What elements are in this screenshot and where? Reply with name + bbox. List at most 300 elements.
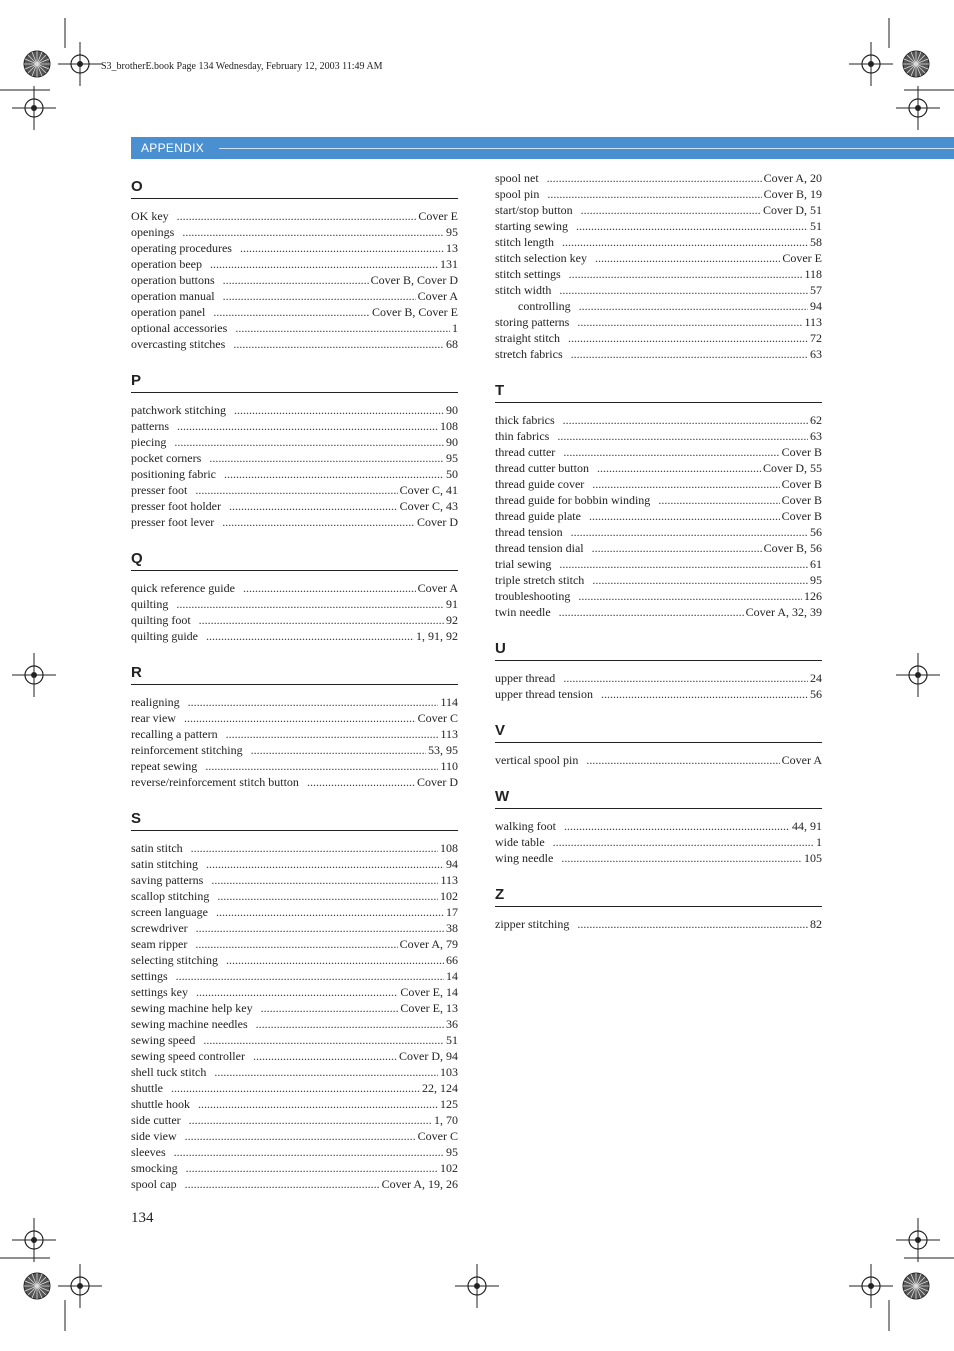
index-entry (131, 872, 458, 888)
section-letter: T (495, 382, 822, 403)
index-page-ref: 102 (440, 889, 458, 903)
banner-rule (219, 148, 954, 149)
index-page-ref: Cover A, 19, 26 (381, 1177, 458, 1191)
index-entry (495, 234, 822, 250)
index-entry (495, 752, 822, 768)
index-entry (495, 298, 822, 314)
index-entry (495, 476, 822, 492)
index-page-ref: 113 (440, 727, 458, 741)
dot-leader (592, 572, 808, 588)
index-page-ref: Cover B (781, 509, 822, 523)
index-entry (131, 920, 458, 936)
index-term: stitch width (495, 283, 552, 297)
index-page-ref: Cover B (781, 477, 822, 491)
index-column-left (131, 178, 458, 1212)
index-entry (495, 170, 822, 186)
index-term: realigning (131, 695, 180, 709)
index-entry (131, 1096, 458, 1112)
index-entry (495, 266, 822, 282)
index-section (131, 550, 458, 644)
section-letter: Z (495, 886, 822, 907)
index-entry (131, 936, 458, 952)
index-term: selecting stitching (131, 953, 218, 967)
index-page-ref: 51 (446, 1033, 458, 1047)
dot-leader (562, 234, 808, 250)
dot-leader (223, 288, 416, 304)
index-term: presser foot holder (131, 499, 221, 513)
dot-leader (557, 428, 808, 444)
index-term: settings (131, 969, 168, 983)
index-term: upper thread tension (495, 687, 593, 701)
index-section (495, 886, 822, 932)
section-letter: Q (131, 550, 458, 571)
index-page-ref: 57 (810, 283, 822, 297)
index-term: start/stop button (495, 203, 573, 217)
index-entry (495, 670, 822, 686)
index-page-ref: 95 (810, 573, 822, 587)
index-page-ref: 131 (440, 257, 458, 271)
index-term: operation beep (131, 257, 202, 271)
index-entry (131, 288, 458, 304)
index-entry (131, 482, 458, 498)
index-term: thread guide cover (495, 477, 585, 491)
index-entry (131, 224, 458, 240)
index-page-ref: 95 (446, 451, 458, 465)
dot-leader (592, 476, 779, 492)
index-page-ref: 126 (804, 589, 822, 603)
dot-leader (559, 604, 744, 620)
dot-leader (592, 540, 762, 556)
dot-leader (563, 444, 779, 460)
index-entry (131, 466, 458, 482)
index-page-ref: 118 (804, 267, 822, 281)
section-letter: U (495, 640, 822, 661)
index-page-ref: 62 (810, 413, 822, 427)
index-page-ref: Cover C (417, 1129, 458, 1143)
index-term: shuttle hook (131, 1097, 190, 1111)
index-page-ref: 24 (810, 671, 822, 685)
dot-leader (576, 218, 808, 234)
index-section (495, 382, 822, 620)
index-term: triple stretch stitch (495, 573, 585, 587)
index-term: optional accessories (131, 321, 228, 335)
index-page-ref: Cover B, 19 (763, 187, 822, 201)
index-section (495, 640, 822, 702)
index-entry (131, 450, 458, 466)
dot-leader (224, 466, 444, 482)
index-entry (495, 186, 822, 202)
index-page-ref: Cover B (781, 445, 822, 459)
index-term: quick reference guide (131, 581, 235, 595)
index-page-ref: 13 (446, 241, 458, 255)
dot-leader (229, 498, 398, 514)
index-page-ref: 1, 70 (434, 1113, 458, 1127)
index-term: side cutter (131, 1113, 181, 1127)
index-page-ref: Cover D (417, 515, 458, 529)
index-page-ref: 108 (440, 841, 458, 855)
section-letter: O (131, 178, 458, 199)
index-entry (495, 346, 822, 362)
index-entry (131, 580, 458, 596)
section-letter: S (131, 810, 458, 831)
index-page-ref: 72 (810, 331, 822, 345)
dot-leader (196, 920, 444, 936)
dot-leader (559, 556, 808, 572)
index-entry (131, 402, 458, 418)
index-term: saving patterns (131, 873, 204, 887)
section-letter: W (495, 788, 822, 809)
dot-leader (243, 580, 416, 596)
index-entry (495, 524, 822, 540)
dot-leader (191, 840, 438, 856)
index-term: overcasting stitches (131, 337, 226, 351)
dot-leader (211, 872, 438, 888)
index-entry (495, 850, 822, 866)
dot-leader (251, 742, 426, 758)
index-page-ref: 51 (810, 219, 822, 233)
index-entry (495, 444, 822, 460)
index-term: controlling (518, 299, 571, 313)
index-term: spool cap (131, 1177, 177, 1191)
index-term: screen language (131, 905, 208, 919)
index-entry (131, 888, 458, 904)
index-page-ref: 63 (810, 429, 822, 443)
section-label: APPENDIX (141, 141, 205, 155)
index-entry (131, 336, 458, 352)
index-term: upper thread (495, 671, 556, 685)
index-entry (131, 904, 458, 920)
index-entry (495, 572, 822, 588)
index-term: vertical spool pin (495, 753, 579, 767)
index-entry (131, 1176, 458, 1192)
index-page-ref: Cover A (417, 289, 458, 303)
index-page-ref: Cover E, 13 (400, 1001, 458, 1015)
index-entry (495, 834, 822, 850)
index-page-ref: 56 (810, 525, 822, 539)
index-entry (131, 320, 458, 336)
dot-leader (240, 240, 444, 256)
index-page-ref: Cover E (782, 251, 822, 265)
index-entry (131, 774, 458, 790)
dot-leader (253, 1048, 397, 1064)
index-term: sewing speed (131, 1033, 196, 1047)
index-term: zipper stitching (495, 917, 570, 931)
dot-leader (658, 492, 779, 508)
index-term: trial sewing (495, 557, 552, 571)
index-entry (495, 508, 822, 524)
dot-leader (210, 256, 438, 272)
index-entry (131, 1048, 458, 1064)
index-entry (131, 1160, 458, 1176)
index-column-right (495, 171, 822, 952)
index-entry (495, 460, 822, 476)
index-page-ref: 82 (810, 917, 822, 931)
index-page-ref: Cover B, Cover D (370, 273, 458, 287)
index-entry (131, 256, 458, 272)
dot-leader (553, 834, 814, 850)
index-term: presser foot (131, 483, 188, 497)
index-term: stretch fabrics (495, 347, 563, 361)
dot-leader (203, 1032, 444, 1048)
index-entry (131, 418, 458, 434)
index-term: sewing machine needles (131, 1017, 248, 1031)
index-section (495, 170, 822, 362)
dot-leader (223, 272, 369, 288)
index-term: scallop stitching (131, 889, 210, 903)
index-entry (495, 428, 822, 444)
index-page-ref: 125 (440, 1097, 458, 1111)
index-term: patchwork stitching (131, 403, 226, 417)
index-term: wide table (495, 835, 545, 849)
index-section (495, 788, 822, 866)
index-term: thread tension dial (495, 541, 584, 555)
dot-leader (226, 952, 444, 968)
index-entry (495, 412, 822, 428)
dot-leader (256, 1016, 444, 1032)
index-entry (131, 628, 458, 644)
index-entry (495, 202, 822, 218)
index-entry (495, 588, 822, 604)
index-term: spool net (495, 171, 539, 185)
index-page-ref: 90 (446, 403, 458, 417)
dot-leader (188, 694, 439, 710)
index-page-ref: Cover D, 94 (399, 1049, 458, 1063)
index-term: settings key (131, 985, 188, 999)
index-page-ref: Cover C, 41 (399, 483, 458, 497)
dot-leader (174, 1144, 444, 1160)
index-term: repeat sewing (131, 759, 198, 773)
index-page-ref: Cover D, 55 (763, 461, 822, 475)
index-page-ref: 14 (446, 969, 458, 983)
index-page-ref: Cover A, 20 (763, 171, 822, 185)
dot-leader (234, 402, 444, 418)
index-term: sewing machine help key (131, 1001, 253, 1015)
dot-leader (547, 170, 762, 186)
index-section (131, 810, 458, 1192)
index-page-ref: 1 (816, 835, 822, 849)
index-term: OK key (131, 209, 169, 223)
index-entry (131, 694, 458, 710)
dot-leader (564, 818, 790, 834)
dot-leader (176, 596, 444, 612)
index-term: patterns (131, 419, 169, 433)
index-section (131, 178, 458, 352)
dot-leader (195, 936, 397, 952)
index-page-ref: 94 (446, 857, 458, 871)
index-page-ref: 56 (810, 687, 822, 701)
index-page-ref: Cover A, 32, 39 (745, 605, 822, 619)
index-page-ref: 113 (804, 315, 822, 329)
index-entry (495, 916, 822, 932)
index-term: shuttle (131, 1081, 163, 1095)
index-page-ref: 68 (446, 337, 458, 351)
index-term: seam ripper (131, 937, 188, 951)
dot-leader (198, 1096, 438, 1112)
index-page-ref: Cover D (417, 775, 458, 789)
dot-leader (174, 434, 444, 450)
index-term: troubleshooting (495, 589, 571, 603)
dot-leader (189, 1112, 432, 1128)
index-page-ref: Cover A, 79 (399, 937, 458, 951)
index-term: thread guide for bobbin winding (495, 493, 651, 507)
index-term: quilting (131, 597, 169, 611)
index-entry (131, 498, 458, 514)
index-term: screwdriver (131, 921, 188, 935)
index-term: side view (131, 1129, 177, 1143)
index-term: sleeves (131, 1145, 166, 1159)
index-term: storing patterns (495, 315, 570, 329)
index-page-ref: Cover C (417, 711, 458, 725)
dot-leader (222, 514, 415, 530)
index-term: stitch length (495, 235, 554, 249)
index-entry (495, 218, 822, 234)
dot-leader (589, 508, 780, 524)
index-page-ref: 108 (440, 419, 458, 433)
index-page-ref: 38 (446, 921, 458, 935)
dot-leader (595, 250, 780, 266)
index-entry (131, 240, 458, 256)
index-term: quilting guide (131, 629, 198, 643)
index-page-ref: Cover D, 51 (763, 203, 822, 217)
index-term: shell tuck stitch (131, 1065, 207, 1079)
index-section (131, 372, 458, 530)
index-term: satin stitch (131, 841, 183, 855)
index-term: quilting foot (131, 613, 191, 627)
index-term: spool pin (495, 187, 540, 201)
dot-leader (209, 450, 444, 466)
index-entry (495, 556, 822, 572)
index-page-ref: Cover C, 43 (399, 499, 458, 513)
index-page-ref: Cover A (781, 753, 822, 767)
index-entry (495, 818, 822, 834)
dot-leader (233, 336, 444, 352)
index-term: thin fabrics (495, 429, 550, 443)
index-term: reverse/reinforcement stitch button (131, 775, 299, 789)
index-page-ref: Cover A (417, 581, 458, 595)
page-number: 134 (131, 1210, 154, 1226)
index-page-ref: 92 (446, 613, 458, 627)
dot-leader (177, 208, 417, 224)
index-page-ref: 1 (452, 321, 458, 335)
index-page-ref: 53, 95 (428, 743, 458, 757)
dot-leader (559, 282, 808, 298)
dot-leader (571, 524, 808, 540)
index-page-ref: 90 (446, 435, 458, 449)
index-entry (495, 314, 822, 330)
dot-leader (186, 1160, 438, 1176)
index-term: smocking (131, 1161, 178, 1175)
index-term: thread tension (495, 525, 563, 539)
index-entry (131, 1016, 458, 1032)
index-entry (131, 1128, 458, 1144)
index-term: sewing speed controller (131, 1049, 245, 1063)
index-entry (131, 840, 458, 856)
index-page-ref: 105 (804, 851, 822, 865)
dot-leader (182, 224, 444, 240)
index-entry (131, 208, 458, 224)
index-term: wing needle (495, 851, 554, 865)
index-entry (131, 726, 458, 742)
dot-leader (214, 1064, 438, 1080)
dot-leader (196, 984, 398, 1000)
index-page-ref: Cover E (418, 209, 458, 223)
dot-leader (578, 588, 802, 604)
index-entry (131, 1112, 458, 1128)
index-term: presser foot lever (131, 515, 215, 529)
index-term: thread cutter (495, 445, 556, 459)
index-page-ref: 95 (446, 1145, 458, 1159)
index-page-ref: 114 (440, 695, 458, 709)
dot-leader (213, 304, 370, 320)
dot-leader (226, 726, 439, 742)
index-page-ref: 61 (810, 557, 822, 571)
dot-leader (206, 856, 444, 872)
index-page-ref: 113 (440, 873, 458, 887)
dot-leader (171, 1080, 420, 1096)
index-term: operation manual (131, 289, 215, 303)
dot-leader (261, 1000, 399, 1016)
index-entry (131, 742, 458, 758)
index-entry (131, 856, 458, 872)
index-entry (495, 282, 822, 298)
section-banner (131, 137, 954, 159)
dot-leader (601, 686, 808, 702)
dot-leader (581, 202, 761, 218)
index-entry (495, 686, 822, 702)
dot-leader (184, 710, 416, 726)
dot-leader (185, 1128, 416, 1144)
index-term: positioning fabric (131, 467, 216, 481)
index-entry (131, 952, 458, 968)
index-entry (495, 492, 822, 508)
index-entry (131, 434, 458, 450)
index-term: satin stitching (131, 857, 198, 871)
index-term: recalling a pattern (131, 727, 218, 741)
dot-leader (577, 916, 808, 932)
section-letter: P (131, 372, 458, 393)
dot-leader (568, 330, 808, 346)
index-entry (131, 1144, 458, 1160)
index-page-ref: 63 (810, 347, 822, 361)
index-term: thread guide plate (495, 509, 581, 523)
index-page-ref: Cover B, Cover E (372, 305, 458, 319)
index-section (131, 664, 458, 790)
index-page-ref: 91 (446, 597, 458, 611)
index-page-ref: 95 (446, 225, 458, 239)
dot-leader (571, 346, 808, 362)
section-letter: V (495, 722, 822, 743)
index-term: thread cutter button (495, 461, 589, 475)
dot-leader (577, 314, 802, 330)
index-term: operating procedures (131, 241, 232, 255)
index-term: operation buttons (131, 273, 215, 287)
index-page-ref: 17 (446, 905, 458, 919)
dot-leader (177, 418, 438, 434)
index-entry (131, 710, 458, 726)
index-page-ref: 58 (810, 235, 822, 249)
index-entry (131, 304, 458, 320)
index-term: operation panel (131, 305, 206, 319)
dot-leader (586, 752, 779, 768)
dot-leader (217, 888, 438, 904)
dot-leader (206, 628, 414, 644)
dot-leader (563, 670, 808, 686)
index-page-ref: 102 (440, 1161, 458, 1175)
dot-leader (563, 412, 808, 428)
index-term: walking foot (495, 819, 556, 833)
index-entry (495, 604, 822, 620)
index-page-ref: 110 (440, 759, 458, 773)
